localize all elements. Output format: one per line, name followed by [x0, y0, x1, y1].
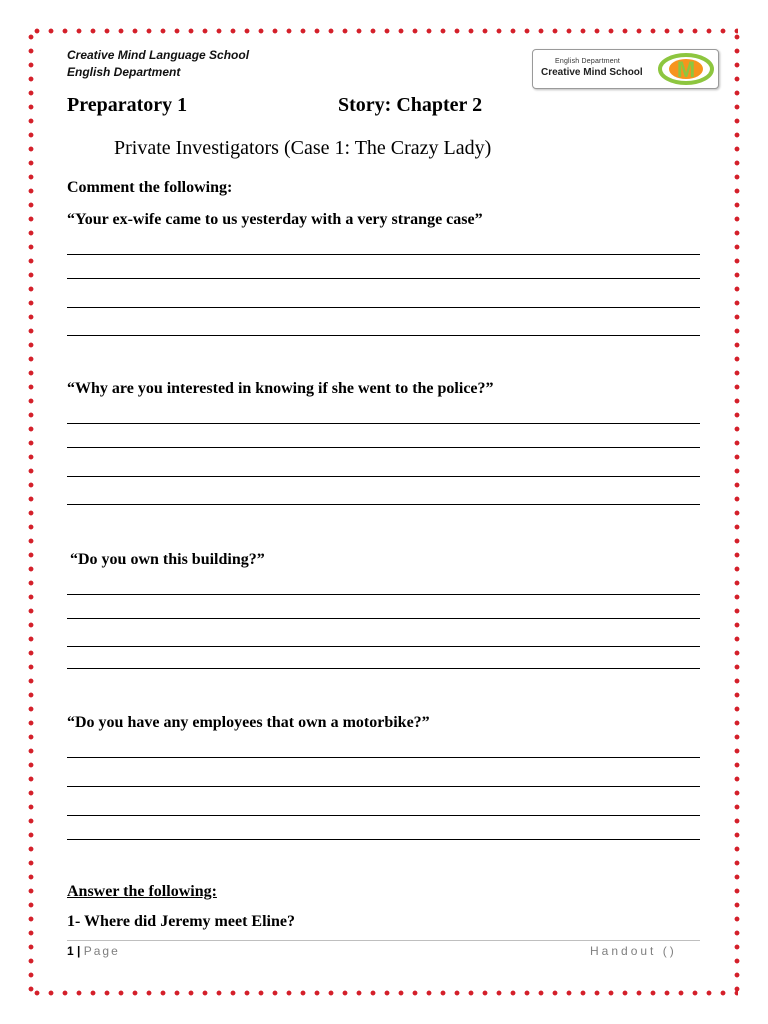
page-indicator [67, 944, 120, 958]
writing-line[interactable] [67, 757, 700, 758]
writing-line[interactable] [67, 278, 700, 279]
logo-mark-icon [656, 52, 716, 86]
writing-line[interactable] [67, 594, 700, 595]
comment-instruction: Comment the following: [67, 179, 233, 196]
logo-mark-letter: M [676, 57, 696, 82]
writing-line[interactable] [67, 447, 700, 448]
handout-label: Handout () [590, 944, 677, 958]
writing-line[interactable] [67, 335, 700, 336]
comment-quote-4: “Do you have any employees that own a motorbike?” [67, 714, 430, 731]
answer-question-1: 1- Where did Jeremy meet Eline? [67, 913, 295, 930]
writing-line[interactable] [67, 668, 700, 669]
page-label: Page [83, 944, 120, 958]
footer-divider [67, 940, 700, 941]
logo-line-1: English Department [555, 58, 621, 65]
decorative-border-right [732, 30, 742, 994]
decorative-border-left [26, 30, 36, 994]
comment-quote-1: “Your ex-wife came to us yesterday with a very strange case” [67, 211, 483, 228]
writing-line[interactable] [67, 423, 700, 424]
writing-line[interactable] [67, 476, 700, 477]
writing-line[interactable] [67, 839, 700, 840]
writing-line[interactable] [67, 618, 700, 619]
writing-line[interactable] [67, 646, 700, 647]
school-logo [532, 49, 719, 89]
decorative-border-top [30, 26, 738, 36]
comment-quote-3: “Do you own this building?” [70, 551, 265, 568]
writing-line[interactable] [67, 504, 700, 505]
writing-line[interactable] [67, 254, 700, 255]
story-chapter: Story: Chapter 2 [338, 94, 483, 116]
answer-instruction: Answer the following: [67, 883, 217, 900]
page-number: 1 [67, 944, 74, 958]
writing-line[interactable] [67, 786, 700, 787]
school-name: Creative Mind Language School [67, 48, 250, 62]
writing-line[interactable] [67, 815, 700, 816]
writing-line[interactable] [67, 307, 700, 308]
logo-line-2: Creative Mind School [541, 67, 643, 78]
department-name: English Department [67, 65, 181, 79]
page-title: Private Investigators (Case 1: The Crazy Lady) [114, 137, 492, 159]
comment-quote-2: “Why are you interested in knowing if she went to the police?” [67, 380, 494, 397]
decorative-border-bottom [30, 988, 738, 998]
grade-label: Preparatory 1 [67, 94, 188, 116]
page-separator: | [77, 944, 81, 958]
